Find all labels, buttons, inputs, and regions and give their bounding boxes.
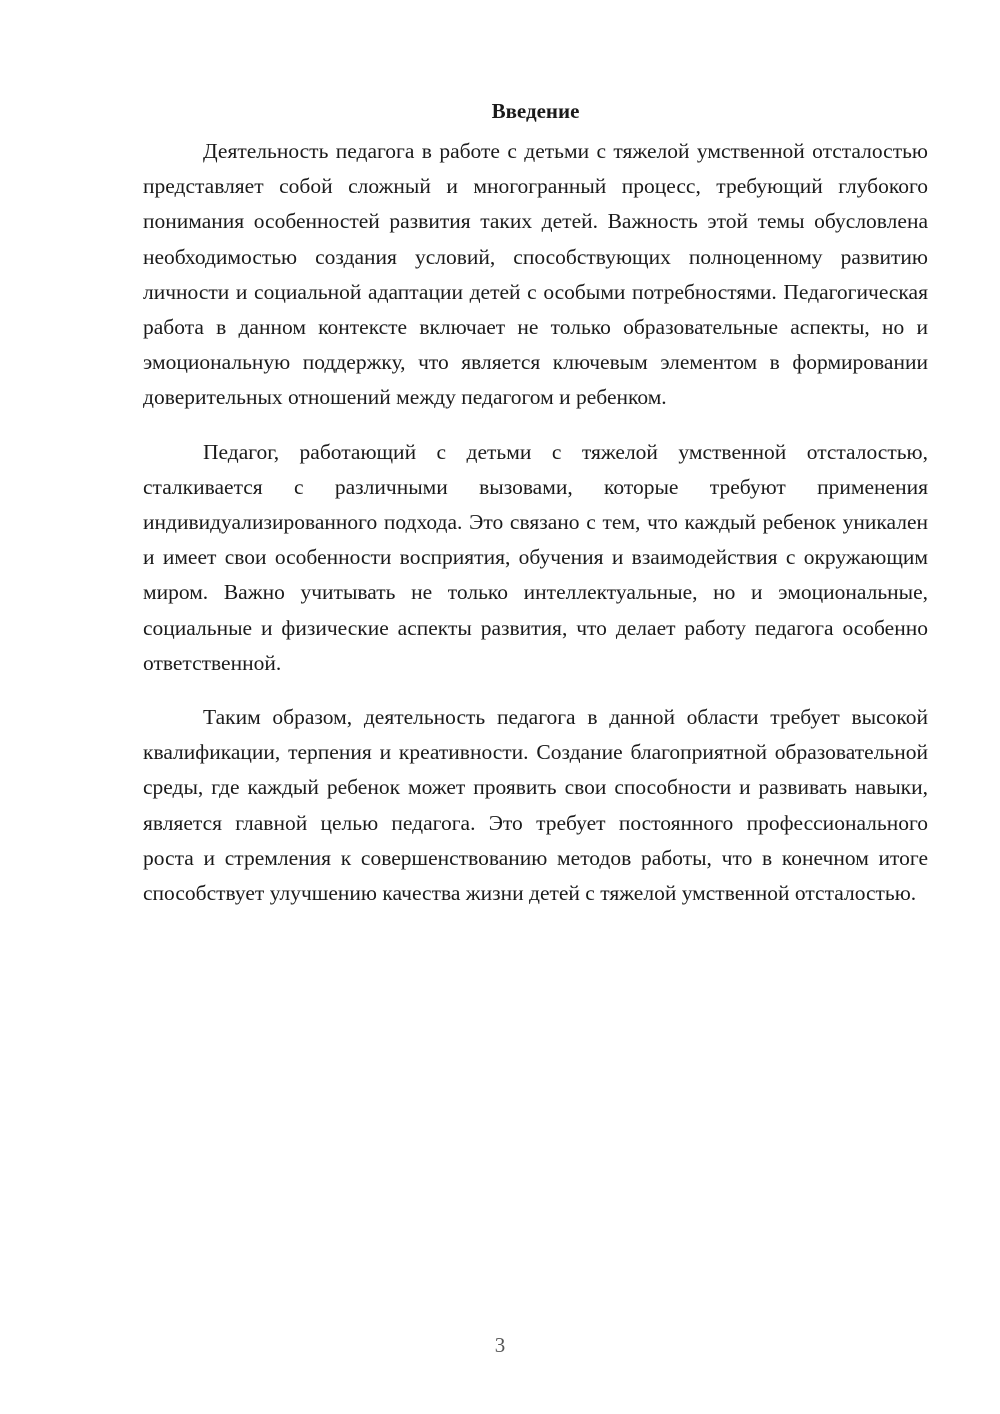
paragraph-3: Таким образом, деятельность педагога в данной области требует высокой квалификации, терпения и креативности. Создание благоприятной образовательной среды, где каждый ребенок может проявить свои способности и развивать навыки, является главной целью педагога. Это требует постоянного профессионального роста и стремления к совершенствованию методов работы, что в конечном итоге способствует улучшению качества жизни детей с тяжелой умственной отсталостью. bbox=[143, 705, 928, 906]
paragraph-2: Педагог, работающий с детьми с тяжелой умственной отсталостью, сталкивается с различными вызовами, которые требуют применения индивидуализированного подхода. Это связано с тем, что каждый ребенок уникален и имеет свои особенности восприятия, обучения и взаимодействия с окружающим миром. Важно учитывать не только интеллектуальные, но и эмоциональные, социальные и физические аспекты развития, что делает работу педагога особенно ответственной. bbox=[143, 439, 928, 675]
section-heading: Введение bbox=[491, 99, 580, 123]
page-content bbox=[143, 96, 928, 930]
page-number: 3 bbox=[494, 1333, 506, 1357]
paragraph-1: Деятельность педагога в работе с детьми с тяжелой умственной отсталостью представляет собой сложный и многогранный процесс, требующий глубокого понимания особенностей развития таких детей. Важность этой темы обусловлена необходимостью создания условий, способствующих полноценному развитию личности и социальной адаптации детей с особыми потребностями. Педагогическая работа в данном контексте включает не только образовательные аспекты, но и эмоциональную поддержку, что является ключевым элементом в формировании доверительных отношений между педагогом и ребенком. bbox=[143, 139, 928, 410]
